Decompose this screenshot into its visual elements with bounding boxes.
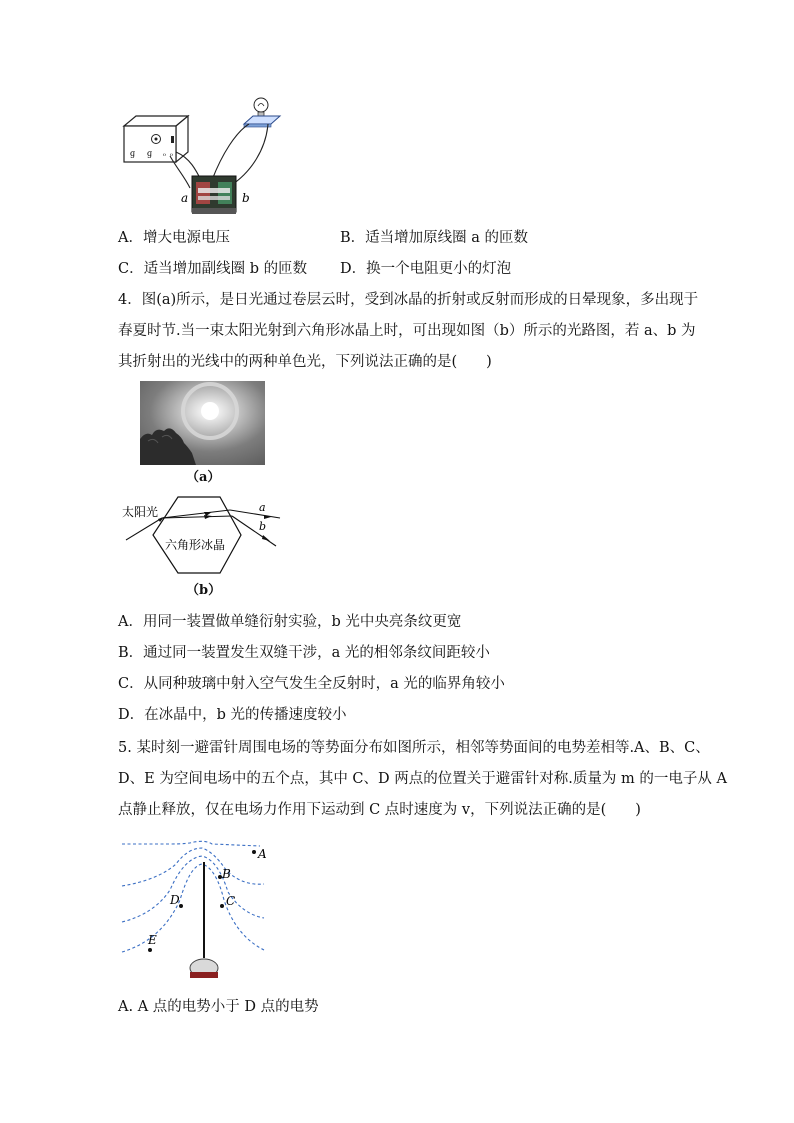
transformer-circuit-figure <box>118 92 288 218</box>
q4-stem-line-3: 其折射出的光线中的两种单色光，下列说法正确的是( ) <box>118 354 492 370</box>
point-c-dot <box>220 904 224 908</box>
q4-option-b: B．通过同一装置发生双缝干涉，a 光的相邻条纹间距较小 <box>118 645 490 661</box>
figure-b-caption: （b） <box>186 583 222 598</box>
ice-crystal-ray-diagram <box>118 490 288 580</box>
svg-text:₀: ₀ <box>170 150 173 158</box>
q4-option-a: A．用同一装置做单缝衍射实验，b 光中央亮条纹更宽 <box>118 614 462 630</box>
point-b-label: B <box>222 867 231 881</box>
solar-halo-photo <box>140 381 265 465</box>
point-c-label: C <box>226 894 236 908</box>
q3-option-a: A．增大电源电压 <box>118 230 230 246</box>
coil-a-label: a <box>181 191 189 205</box>
q4-option-c: C．从同种玻璃中射入空气发生全反射时，a 光的临界角较小 <box>118 676 505 692</box>
q4-stem-line-2: 春夏时节.当一束太阳光射到六角形冰晶上时，可出现如图（b）所示的光路图，若 a、b 为 <box>118 323 696 339</box>
lamp-icon <box>244 98 280 127</box>
power-supply-box <box>124 116 188 162</box>
point-a-label: A <box>258 847 267 861</box>
crystal-label: 六角形冰晶 <box>165 538 226 552</box>
svg-text:₀: ₀ <box>163 150 166 158</box>
svg-text:ɡ: ɡ <box>130 149 136 158</box>
q5-stem-line-3: 点静止释放，仅在电场力作用下运动到 C 点时速度为 v，下列说法正确的是( ) <box>118 802 641 818</box>
point-e-label: E <box>148 933 157 947</box>
lightning-rod-field-figure <box>118 834 288 986</box>
ray-a-label: a <box>259 501 266 514</box>
q5-option-a: A. A 点的电势小于 D 点的电势 <box>118 999 319 1015</box>
svg-text:ɡ: ɡ <box>147 149 153 158</box>
point-d-label: D <box>170 893 180 907</box>
ray-b-label: b <box>259 520 267 533</box>
q5-stem-line-1: 5. 某时刻一避雷针周围电场的等势面分布如图所示，相邻等势面间的电势差相等.A、B、C、 <box>118 740 710 756</box>
point-e-dot <box>148 948 152 952</box>
point-a-dot <box>252 850 256 854</box>
q4-stem-line-1: 4．图(a)所示，是日光通过卷层云时，受到冰晶的折射或反射而形成的日晕现象，多出现于 <box>118 292 699 308</box>
q5-stem-line-2: D、E 为空间电场中的五个点，其中 C、D 两点的位置关于避雷针对称.质量为 m 的一电子从 A <box>118 771 727 787</box>
coil-b-label: b <box>242 191 250 205</box>
sunlight-label: 太阳光 <box>122 505 159 519</box>
q3-option-c: C．适当增加副线圈 b 的匝数 <box>118 261 308 277</box>
q4-option-d: D．在冰晶中，b 光的传播速度较小 <box>118 707 347 723</box>
figure-a-caption: （a） <box>186 470 221 485</box>
q3-option-d: D．换一个电阻更小的灯泡 <box>340 261 512 277</box>
q3-option-b: B．适当增加原线圈 a 的匝数 <box>340 230 529 246</box>
equipotential-lines <box>122 841 264 952</box>
hexagon-crystal <box>153 497 241 573</box>
transformer-icon <box>192 176 236 214</box>
